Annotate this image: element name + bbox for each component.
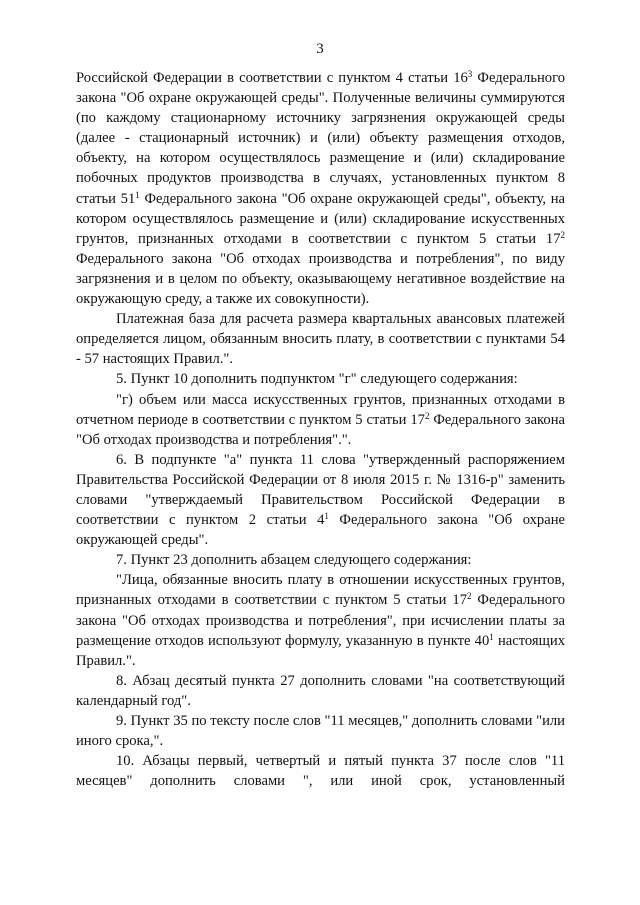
superscript: 3: [467, 69, 473, 79]
paragraph-8: 8. Абзац десятый пункта 27 дополнить словами "на соответствующий календарный год".: [76, 672, 565, 709]
paragraph-7: "Лица, обязанные вносить плату в отношении искусственных грунтов, признанных отходами в соответствии с пунктом 5 статьи $17^2$ Федерального закона "Об отходах производства и потребления", при исчислении платы за размещение отходов используют формулу, указанную в пункте $40^1$ настоящих Правил.".: [76, 572, 565, 669]
paragraph-4: "г) объем или масса искусственных грунтов, признанных отходами в отчетном периоде в соответствии с пунктом 5 статьи $17^2$ Федерального закона "Об отходах производства и потребления".".: [76, 391, 565, 448]
document-body: [76, 68, 565, 791]
superscript: 2: [560, 229, 565, 240]
superscript: 1: [135, 189, 140, 200]
paragraph-1: Российской Федерации в соответствии с пунктом 4 статьи $16^3$ Федерального закона "Об охране окружающей среды". Полученные величины суммируются (по каждому стационарному источнику загрязнения окружающей среды (далее - стационарный источник) и (или) объекту размещения отходов, объекту, на котором осуществлялось размещение и (или) складирование побочных продуктов производства в случаях, установленных пунктом 8 статьи $51^1$ Федерального закона "Об охране окружающей среды", объекту, на котором осуществлялось размещение и (или) складирование искусственных грунтов, признанных отходами в соответствии с пунктом 5 статьи $17^2$ Федерального закона "Об отходах производства и потребления", по виду загрязнения и в целом по объекту, оказывающему негативное воздействие на окружающую среду, а также их совокупности).: [76, 69, 566, 308]
paragraph-10: 10. Абзацы первый, четвертый и пятый пункта 37 после слов "11 месяцев" дополнить словами ", или иной срок, установленный: [76, 753, 565, 790]
paragraph-2: Платежная база для расчета размера квартальных авансовых платежей определяется лицом, обязанным вносить плату, в соответствии с пунктами 54 - 57 настоящих Правил.".: [76, 311, 565, 368]
page-number: 3: [316, 41, 324, 57]
superscript: 1: [489, 631, 494, 642]
paragraph-3: 5. Пункт 10 дополнить подпунктом "г" следующего содержания:: [116, 371, 518, 388]
superscript: 2: [467, 591, 472, 602]
superscript: 2: [424, 410, 430, 421]
paragraph-5: 6. В подпункте "а" пункта 11 слова "утвержденный распоряжением Правительства Российской Федерации от 8 июля 2015 г. № 1316-р" заменить словами "утверждаемый Правительством Российской Федерации в соответствии с пунктом 2 статьи $4^1$ Федерального закона "Об охране окружающей среды".: [76, 451, 565, 549]
paragraph-9: 9. Пункт 35 по тексту после слов "11 месяцев," дополнить словами "или иного срока,".: [76, 713, 565, 750]
paragraph-6: 7. Пункт 23 дополнить абзацем следующего содержания:: [116, 552, 472, 569]
superscript: 1: [324, 511, 329, 522]
